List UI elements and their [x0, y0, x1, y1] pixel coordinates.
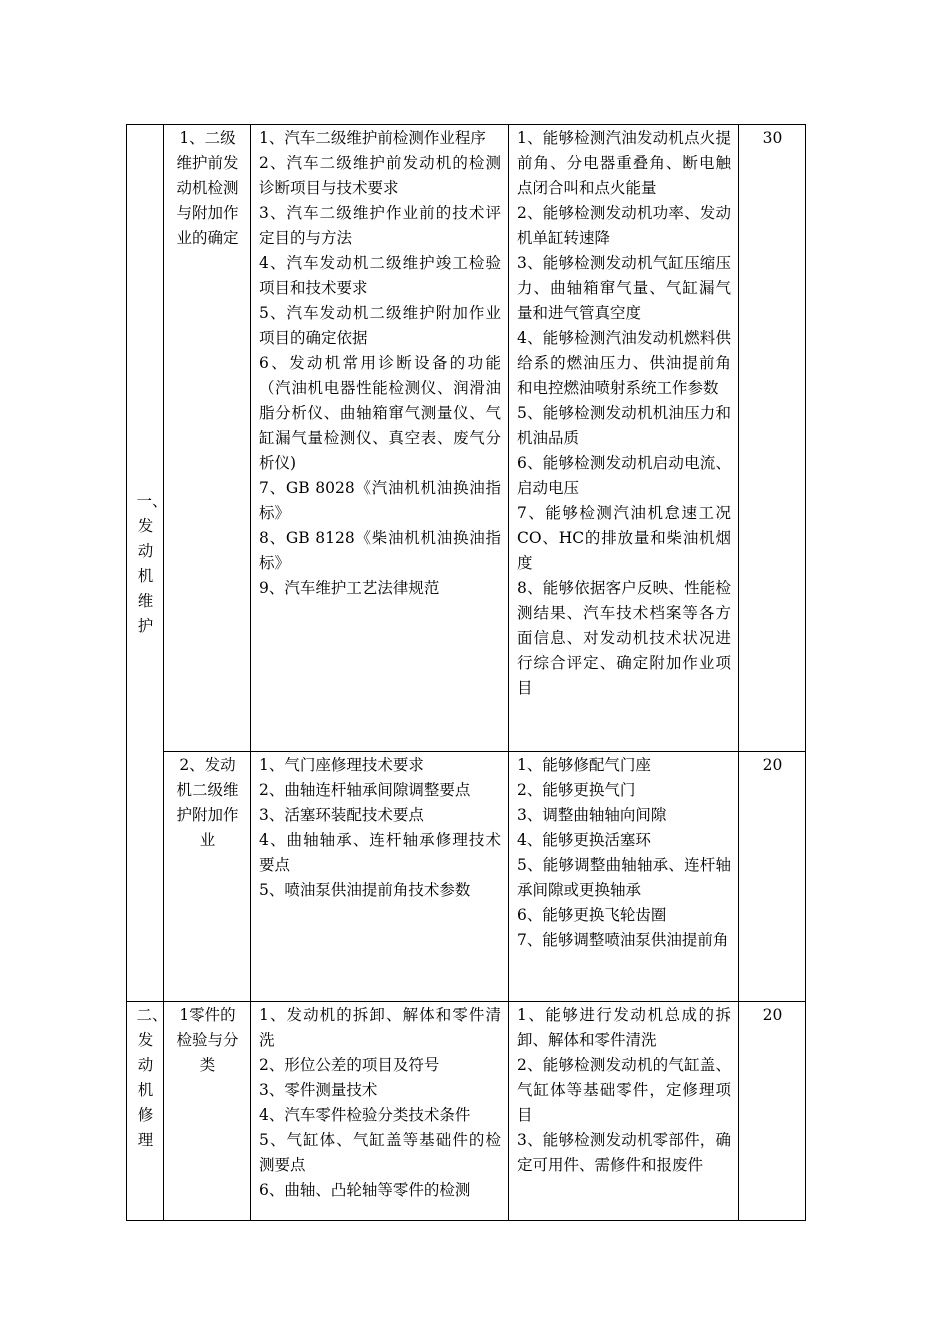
skill-item: 6、能够更换飞轮齿圈 — [517, 906, 667, 924]
score-value: 20 — [762, 1006, 783, 1024]
skills-cell — [509, 1002, 739, 1221]
skill-item: 5、能够检测发动机机油压力和机油品质 — [517, 404, 731, 447]
unit-cell — [164, 752, 251, 1002]
module-label: 二、发动机修理 — [136, 1006, 168, 1149]
knowledge-item: 9、汽车维护工艺法律规范 — [259, 579, 440, 597]
knowledge-item: 6、发动机常用诊断设备的功能（汽油机电器性能检测仪、润滑油脂分析仪、曲轴箱窜气测量仪、气缸漏气量检测仪、真空表、废气分析仪) — [259, 354, 501, 472]
skill-item: 2、能够检测发动机的气缸盖、气缸体等基础零件，定修理项目 — [517, 1056, 731, 1124]
table-row — [127, 752, 806, 1002]
score-cell — [739, 125, 806, 752]
knowledge-item: 3、汽车二级维护作业前的技术评定目的与方法 — [259, 204, 501, 247]
knowledge-item: 1、汽车二级维护前检测作业程序 — [259, 129, 486, 147]
skill-item: 3、能够检测发动机气缸压缩压力、曲轴箱窜气量、气缸漏气量和进气管真空度 — [517, 254, 731, 322]
knowledge-item: 5、汽车发动机二级维护附加作业项目的确定依据 — [259, 304, 501, 347]
unit-label: 1、二级维护前发动机检测与附加作业的确定 — [176, 129, 239, 247]
skill-item: 5、能够调整曲轴轴承、连杆轴承间隙或更换轴承 — [517, 856, 731, 899]
knowledge-item: 4、曲轴轴承、连杆轴承修理技术要点 — [259, 831, 501, 874]
skill-item: 1、能够检测汽油发动机点火提前角、分电器重叠角、断电触点闭合叫和点火能量 — [517, 129, 731, 197]
skill-item: 3、调整曲轴轴向间隙 — [517, 806, 667, 824]
skills-standard-table — [126, 124, 806, 1221]
unit-label: 1零件的检验与分类 — [176, 1006, 239, 1074]
skill-item: 2、能够更换气门 — [517, 781, 636, 799]
skill-item: 8、能够依据客户反映、性能检测结果、汽车技术档案等各方面信息、对发动机技术状况进行综合评定、确定附加作业项目 — [517, 579, 731, 697]
module-cell-engine-maintenance — [127, 125, 168, 1002]
knowledge-item: 6、曲轴、凸轮轴等零件的检测 — [259, 1181, 471, 1199]
knowledge-cell — [251, 125, 509, 752]
score-value: 20 — [762, 756, 783, 774]
score-value: 30 — [762, 129, 783, 147]
knowledge-item: 7、GB 8028《汽油机机油换油指标》 — [259, 479, 501, 522]
skill-item: 7、能够检测汽油机怠速工况CO、HC的排放量和柴油机烟度 — [517, 504, 731, 572]
score-cell — [739, 1002, 806, 1221]
knowledge-item: 2、曲轴连杆轴承间隙调整要点 — [259, 781, 471, 799]
knowledge-item: 2、汽车二级维护前发动机的检测诊断项目与技术要求 — [259, 154, 501, 197]
table-row — [127, 1002, 806, 1221]
knowledge-item: 1、发动机的拆卸、解体和零件清洗 — [259, 1006, 501, 1049]
unit-label: 2、发动机二级维护附加作业 — [176, 756, 239, 849]
knowledge-item: 3、活塞环装配技术要点 — [259, 806, 424, 824]
skill-item: 1、能够修配气门座 — [517, 756, 651, 774]
skill-item: 1、能够进行发动机总成的拆卸、解体和零件清洗 — [517, 1006, 731, 1049]
table-row — [127, 125, 806, 752]
unit-cell — [164, 1002, 251, 1221]
skill-item: 7、能够调整喷油泵供油提前角 — [517, 931, 729, 949]
knowledge-item: 3、零件测量技术 — [259, 1081, 378, 1099]
knowledge-item: 1、气门座修理技术要求 — [259, 756, 424, 774]
skills-cell — [509, 125, 739, 752]
knowledge-cell — [251, 1002, 509, 1221]
knowledge-item: 4、汽车零件检验分类技术条件 — [259, 1106, 471, 1124]
skills-cell — [509, 752, 739, 1002]
score-cell — [739, 752, 806, 1002]
skill-item: 3、能够检测发动机零部件，确定可用件、需修件和报废件 — [517, 1131, 731, 1174]
knowledge-cell — [251, 752, 509, 1002]
unit-cell — [164, 125, 251, 752]
module-label: 一、发动机维护 — [136, 491, 168, 635]
knowledge-item: 5、喷油泵供油提前角技术参数 — [259, 881, 471, 899]
skill-item: 4、能够更换活塞环 — [517, 831, 651, 849]
skill-item: 4、能够检测汽油发动机燃料供给系的燃油压力、供油提前角和电控燃油喷射系统工作参数 — [517, 329, 731, 397]
knowledge-item: 5、气缸体、气缸盖等基础件的检测要点 — [259, 1131, 501, 1174]
knowledge-item: 2、形位公差的项目及符号 — [259, 1056, 440, 1074]
knowledge-item: 8、GB 8128《柴油机机油换油指标》 — [259, 529, 501, 572]
module-cell-engine-repair — [127, 1002, 168, 1221]
knowledge-item: 4、汽车发动机二级维护竣工检验项目和技术要求 — [259, 254, 501, 297]
skill-item: 6、能够检测发动机启动电流、启动电压 — [517, 454, 731, 497]
skill-item: 2、能够检测发动机功率、发动机单缸转速降 — [517, 204, 731, 247]
